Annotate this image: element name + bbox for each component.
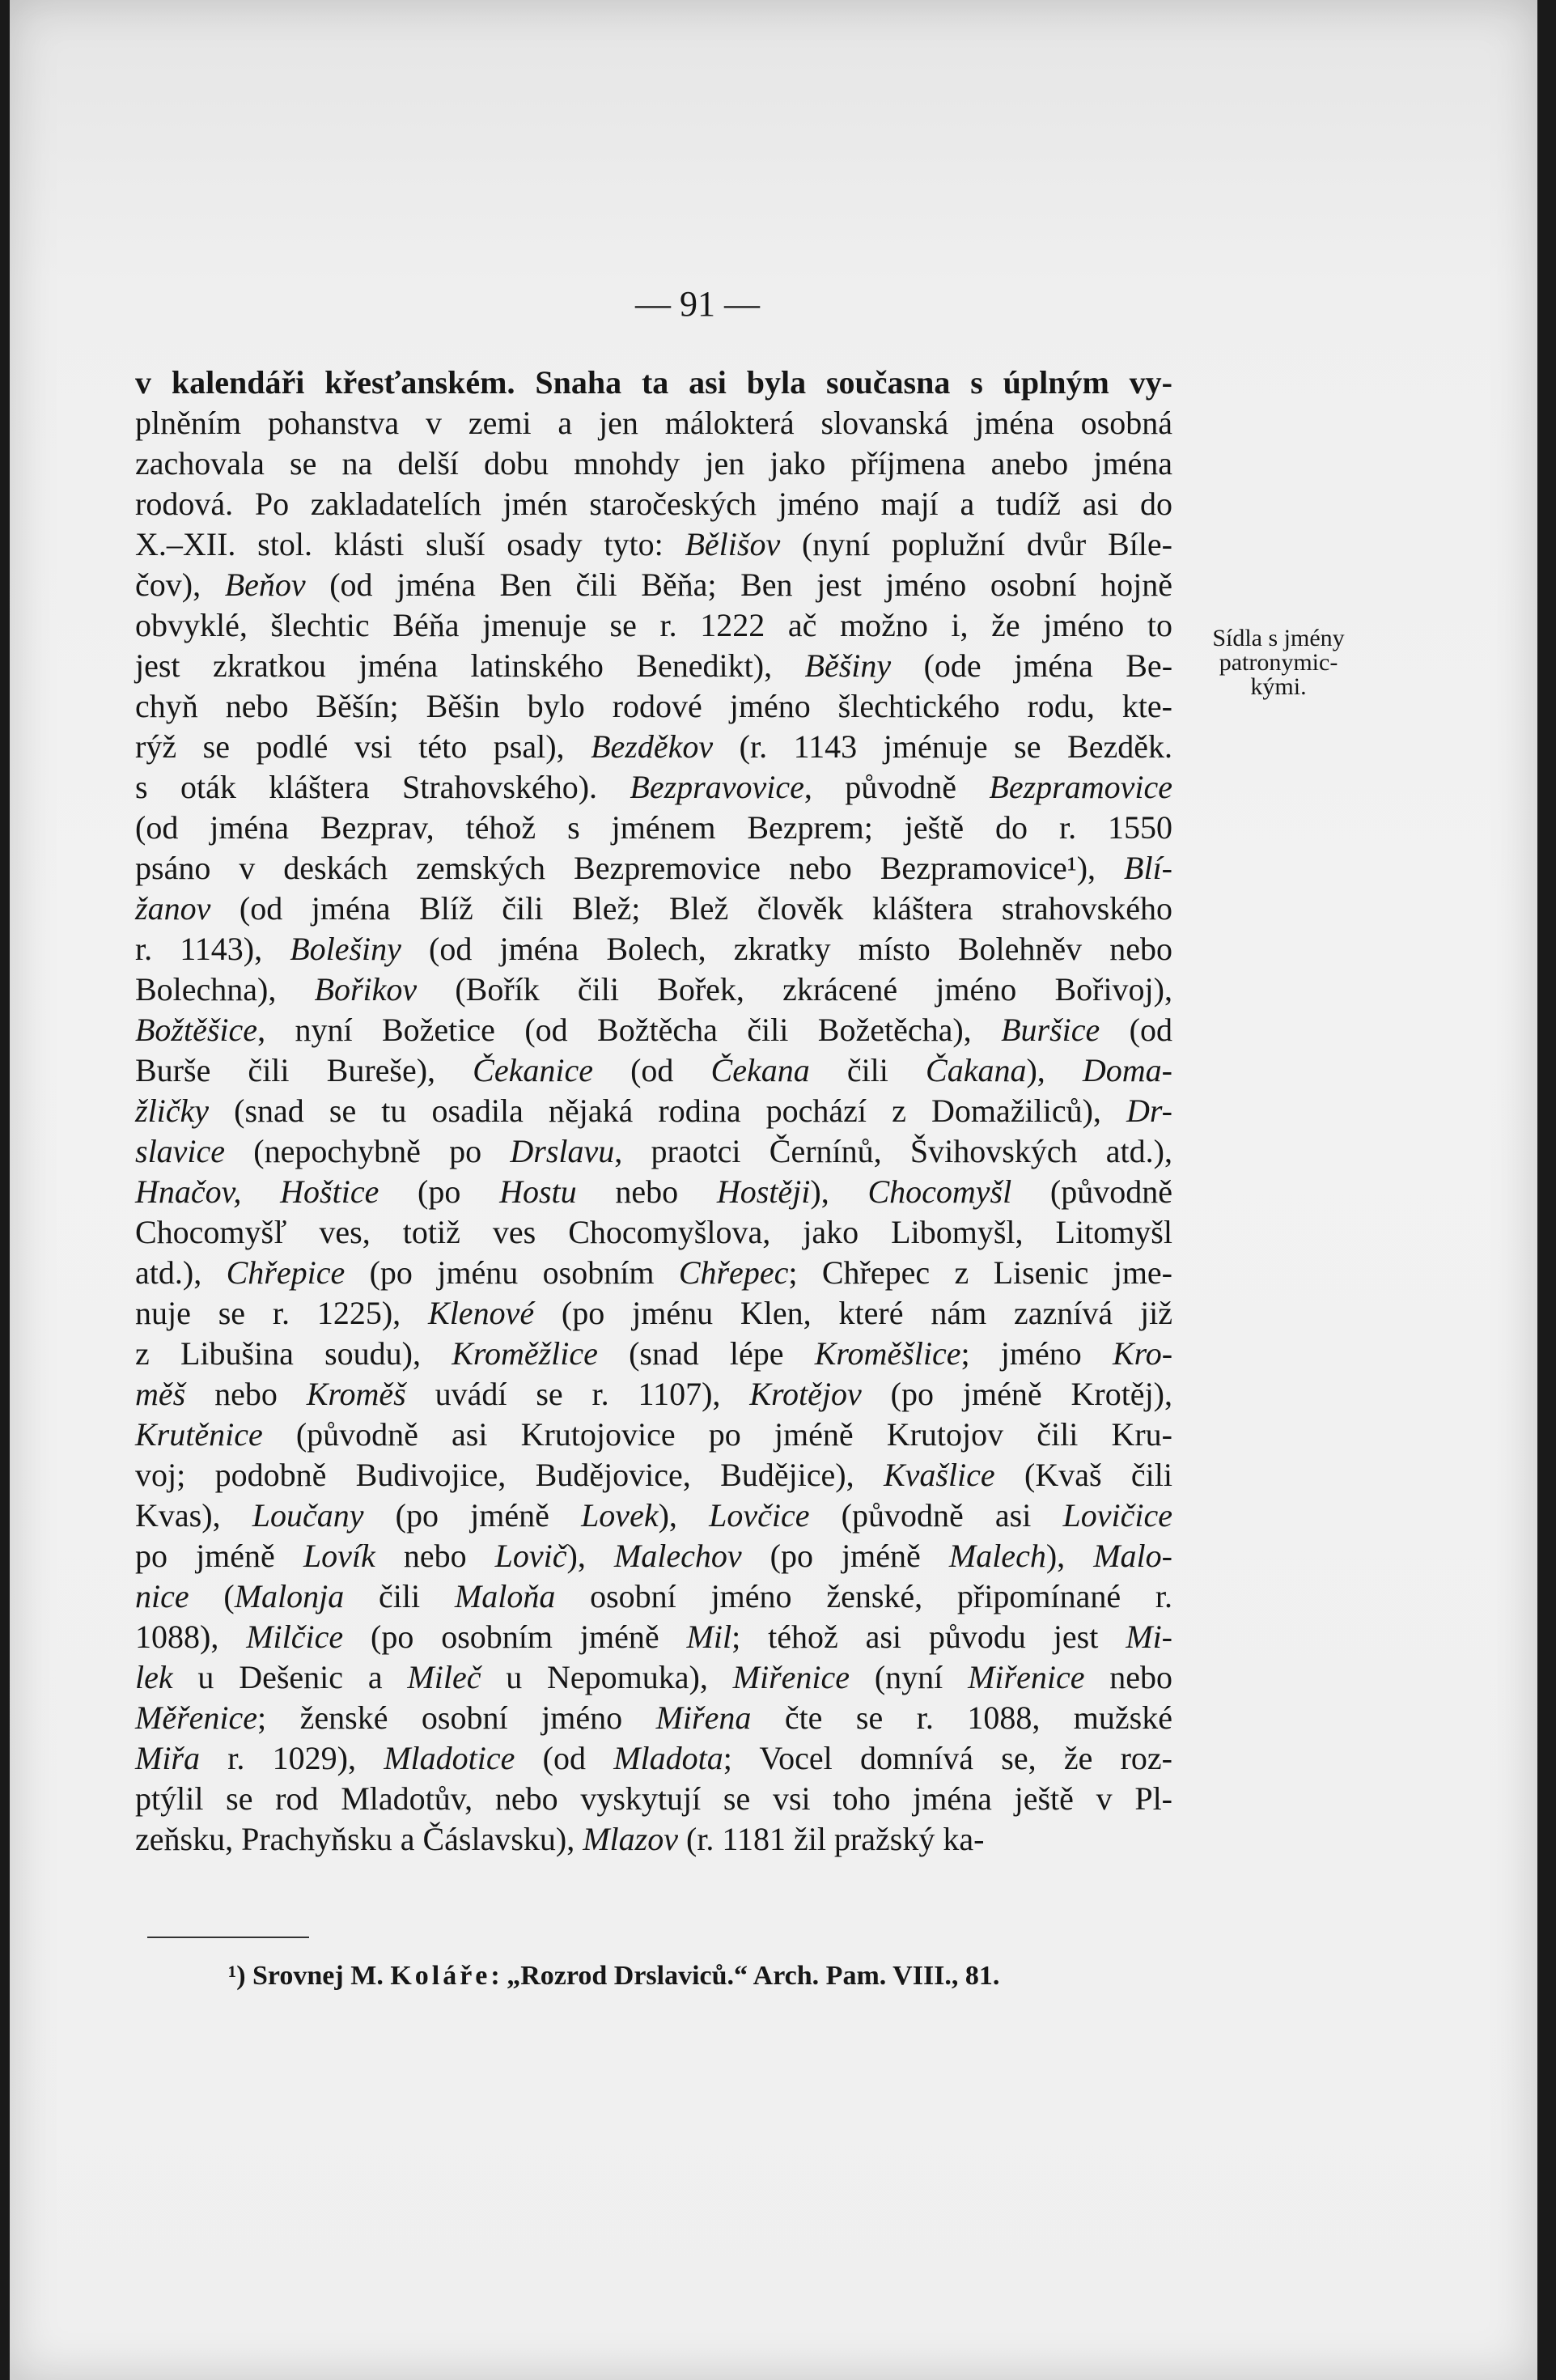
margin-note-line: patronymic- (1219, 649, 1338, 676)
text-run: (nyní (850, 1659, 969, 1695)
text-line (135, 1455, 1172, 1495)
text-run: Kvas), (135, 1497, 252, 1534)
text-run: ; ženské osobní jméno (257, 1699, 656, 1736)
text-line (135, 1253, 1172, 1293)
text-run: chyň nebo Běšín; Běšin bylo rodové jméno šlechtického rodu, kte- (135, 688, 1172, 724)
margin-note-line: Sídla s jmény (1212, 625, 1345, 651)
place-name: Klenové (428, 1295, 535, 1331)
place-name: nice (135, 1578, 189, 1614)
text-run: atd.), (135, 1254, 227, 1291)
footnote-prefix: ¹) Srovnej M. (228, 1961, 391, 1991)
text-run: ), (1026, 1052, 1083, 1088)
place-name: Doma- (1082, 1052, 1172, 1088)
text-run: (po osobním jméně (343, 1618, 687, 1655)
place-name: Kro- (1112, 1335, 1173, 1372)
text-run: (r. 1143 jménuje se Bezděk. (713, 728, 1172, 765)
text-run: ), (658, 1497, 710, 1534)
text-run: (snad lépe (597, 1335, 815, 1372)
text-run: obvyklé, šlechtic Béňa jmenuje se r. 1222 ač možno i, že jméno to (135, 607, 1172, 643)
text-line (135, 1617, 1172, 1657)
text-run: X.–XII. stol. klásti sluší osady tyto: (135, 526, 685, 562)
text-line (135, 848, 1172, 889)
text-run: uvádí se r. 1107), (405, 1376, 750, 1412)
text-run: (od jména Ben čili Běňa; Ben jest jméno osobní hojně (305, 566, 1173, 603)
text-line (135, 1819, 1172, 1860)
body-text (135, 363, 1172, 1860)
text-run: (po jméně (363, 1497, 582, 1534)
text-run: nuje se r. 1225), (135, 1295, 429, 1331)
text-run: r. 1143), (135, 931, 290, 967)
text-line (135, 1293, 1172, 1334)
text-line (135, 1779, 1172, 1819)
place-name: Malech (948, 1538, 1046, 1574)
text-run: ), (1045, 1538, 1094, 1574)
text-run: plněním pohanstva v zemi a jen málokterá slovanská jména osobná (135, 405, 1172, 441)
text-run: (po jménu osobním (345, 1254, 679, 1291)
place-name: Běšiny (804, 647, 892, 684)
text-line (135, 1131, 1172, 1172)
place-name: Lovek (581, 1497, 659, 1534)
text-run: ; téhož asi původu jest (731, 1618, 1126, 1655)
text-run: nebo (185, 1376, 307, 1412)
text-run: čili (344, 1578, 455, 1614)
place-name: měš (135, 1376, 186, 1412)
place-name: Mladota (613, 1740, 723, 1776)
text-run: (r. 1181 žil pražský ka- (678, 1821, 985, 1857)
place-name: Dr- (1126, 1092, 1172, 1129)
text-run: (po jméně (741, 1538, 949, 1574)
text-line (135, 605, 1172, 646)
text-run: ), (566, 1538, 614, 1574)
text-run: Bolechna), (135, 971, 315, 1008)
place-name: Lovčice (709, 1497, 810, 1534)
text-run: u Dešenic a (172, 1659, 408, 1695)
text-line (135, 565, 1172, 605)
text-run: čov), (135, 566, 225, 603)
place-name: Hnačov, Hoštice (135, 1173, 379, 1210)
text-line (135, 889, 1172, 929)
text-run: čili (809, 1052, 926, 1088)
place-name: Maloňa (454, 1578, 556, 1614)
place-name: Kvašlice (883, 1457, 995, 1493)
place-name: Mi- (1126, 1618, 1173, 1655)
text-run: (po (379, 1173, 500, 1210)
text-run: (snad se tu osadila nějaká rodina pochází z Domažiliců), (209, 1092, 1127, 1129)
place-name: Kroměšlice (814, 1335, 961, 1372)
text-run: (od (515, 1740, 614, 1776)
text-run: (od jména Bolech, zkratky místo Bolehněv nebo (401, 931, 1172, 967)
text-line (135, 1536, 1172, 1576)
place-name: Kroměžlice (452, 1335, 598, 1372)
text-run: jest zkratkou jména latinského Benedikt), (135, 647, 805, 684)
text-run: u Nepomuka), (481, 1659, 733, 1695)
text-run: (od (1100, 1012, 1172, 1048)
text-run: zeňsku, Prachyňsku a Čáslavsku), (135, 1821, 583, 1857)
place-name: Bezpravovice (630, 769, 804, 805)
text-run: v kalendáři křesťanském. Snaha ta asi byla současna s úplným vy- (135, 364, 1172, 401)
text-run: psáno v deskách zemských Bezpremovice nebo Bezpramovice¹), (135, 850, 1125, 886)
text-line (135, 484, 1172, 524)
place-name: Lovič (494, 1538, 567, 1574)
text-run: (Bořík čili Bořek, zkrácené jméno Bořivoj), (417, 971, 1172, 1008)
text-run: rýž se podlé vsi této psal), (135, 728, 591, 765)
footnote-rest: : „Rozrod Drslaviců.“ Arch. Pam. VIII., 81. (490, 1961, 1000, 1991)
text-run: 1088), (135, 1618, 247, 1655)
text-line (135, 1415, 1172, 1455)
text-run: osobní jméno ženské, připomínané r. (555, 1578, 1172, 1614)
text-line (135, 1212, 1172, 1253)
text-line (135, 1334, 1172, 1374)
text-line (135, 929, 1172, 969)
text-line (135, 363, 1172, 403)
place-name: Bolešiny (290, 931, 401, 967)
text-run: (nyní poplužní dvůr Bíle- (780, 526, 1172, 562)
place-name: Mil (686, 1618, 732, 1655)
place-name: Kroměš (306, 1376, 406, 1412)
text-run: rodová. Po zakladatelích jmén staročeských jméno mají a tudíž asi do (135, 486, 1172, 522)
place-name: Lovičice (1062, 1497, 1172, 1534)
place-name: Hostěji (716, 1173, 811, 1210)
text-run: ), (810, 1173, 868, 1210)
footnote-divider (147, 1937, 309, 1938)
text-line (135, 808, 1172, 848)
text-line (135, 1091, 1172, 1131)
place-name: Bělišov (685, 526, 781, 562)
text-run: nebo (576, 1173, 717, 1210)
place-name: Krotějov (749, 1376, 862, 1412)
text-run: (po jméně Krotěj), (861, 1376, 1172, 1412)
text-run: (od (592, 1052, 711, 1088)
text-run: ( (189, 1578, 235, 1614)
text-run: (od jména Bezprav, téhož s jménem Bezprem; ještě do r. 1550 (135, 809, 1172, 846)
place-name: Malechov (613, 1538, 742, 1574)
text-line (135, 646, 1172, 686)
text-run: , nyní Božetice (od Božtěcha čili Božetěcha), (257, 1012, 1002, 1048)
text-run: (původně asi Krutojovice po jméně Krutojov čili Kru- (262, 1416, 1172, 1453)
place-name: Milčice (246, 1618, 344, 1655)
text-line (135, 767, 1172, 808)
text-run: ; Vocel domnívá se, že roz- (723, 1740, 1172, 1776)
text-line (135, 1657, 1172, 1698)
margin-note-line: kými. (1250, 673, 1307, 700)
text-run: ; jméno (960, 1335, 1113, 1372)
place-name: Beňov (224, 566, 306, 603)
page-number: — 91 — (635, 284, 760, 324)
footnote (228, 1961, 999, 1992)
text-run: r. 1029), (200, 1740, 384, 1776)
text-run: ; Chřepec z Lisenic jme- (788, 1254, 1173, 1291)
text-line (135, 727, 1172, 767)
place-name: Blí- (1124, 850, 1172, 886)
place-name: Mileč (407, 1659, 481, 1695)
text-run: po jméně (135, 1538, 303, 1574)
text-run: , původně (803, 769, 990, 805)
text-line (135, 443, 1172, 484)
text-run: ptýlil se rod Mladotův, nebo vyskytují se vsi toho jména ještě v Pl- (135, 1780, 1172, 1817)
text-line (135, 686, 1172, 727)
text-run: s oták kláštera Strahovského). (135, 769, 630, 805)
place-name: Mlazov (583, 1821, 678, 1857)
text-run: (ode jména Be- (891, 647, 1173, 684)
text-line (135, 1374, 1172, 1415)
place-name: Chřepec (678, 1254, 789, 1291)
text-run: (původně (1011, 1173, 1172, 1210)
place-name: Hostu (499, 1173, 577, 1210)
place-name: Měřenice (135, 1699, 258, 1736)
place-name: Krutěnice (135, 1416, 263, 1453)
text-run: Chocomyšľ ves, totiž ves Chocomyšlova, jako Libomyšl, Litomyšl (135, 1214, 1172, 1250)
place-name: Chřepice (226, 1254, 346, 1291)
book-page (10, 0, 1537, 2380)
place-name: Malonja (234, 1578, 345, 1614)
place-name: Chocomyšl (867, 1173, 1012, 1210)
text-run: nebo (375, 1538, 495, 1574)
text-run: nebo (1084, 1659, 1173, 1695)
text-line (135, 969, 1172, 1010)
text-run: (Kvaš čili (994, 1457, 1172, 1493)
margin-note (1181, 626, 1376, 699)
text-run: (nepochybně po (225, 1133, 511, 1169)
place-name: Loučany (252, 1497, 364, 1534)
text-run: zachovala se na delší dobu mnohdy jen jako příjmena anebo jména (135, 445, 1172, 482)
place-name: Čakana (926, 1052, 1027, 1088)
place-name: Miřenice (968, 1659, 1085, 1695)
text-line (135, 1738, 1172, 1779)
text-line (135, 524, 1172, 565)
place-name: Lovík (303, 1538, 375, 1574)
place-name: Miřenice (732, 1659, 850, 1695)
place-name: Miřena (655, 1699, 752, 1736)
text-line (135, 1576, 1172, 1617)
text-run: (po jménu Klen, které nám zaznívá již (534, 1295, 1172, 1331)
place-name: Božtěšice (135, 1012, 258, 1048)
place-name: Miřa (135, 1740, 200, 1776)
place-name: Mladotice (384, 1740, 515, 1776)
text-line (135, 1172, 1172, 1212)
text-run: z Libušina soudu), (135, 1335, 452, 1372)
text-run: , praotci Černínů, Švihovských atd.), (614, 1133, 1172, 1169)
text-line (135, 1698, 1172, 1738)
text-run: voj; podobně Budivojice, Budějovice, Budějice), (135, 1457, 884, 1493)
place-name: Drslavu (510, 1133, 615, 1169)
place-name: žanov (135, 890, 211, 927)
place-name: lek (135, 1659, 173, 1695)
text-run: Burše čili Bureše), (135, 1052, 473, 1088)
footnote-author: Koláře (390, 1961, 491, 1991)
place-name: Bezděkov (591, 728, 714, 765)
place-name: slavice (135, 1133, 226, 1169)
text-line (135, 403, 1172, 443)
text-line (135, 1050, 1172, 1091)
place-name: Čekanice (473, 1052, 593, 1088)
text-line (135, 1010, 1172, 1050)
text-line (135, 1495, 1172, 1536)
place-name: Bezpramovice (989, 769, 1172, 805)
place-name: Čekana (710, 1052, 810, 1088)
text-run: (od jména Blíž čili Blež; Blež člověk kláštera strahovského (210, 890, 1172, 927)
place-name: Malo- (1093, 1538, 1172, 1574)
text-run: (původně asi (809, 1497, 1063, 1534)
place-name: žličky (135, 1092, 210, 1129)
place-name: Buršice (1001, 1012, 1100, 1048)
text-run: čte se r. 1088, mužské (751, 1699, 1172, 1736)
place-name: Bořikov (314, 971, 418, 1008)
